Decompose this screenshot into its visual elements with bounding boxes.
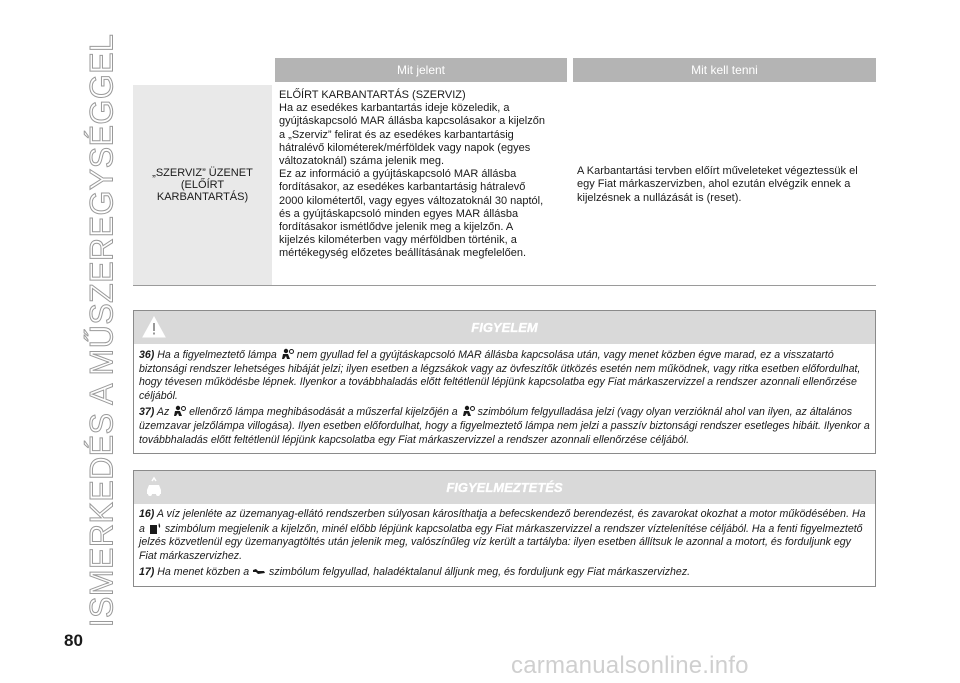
- item-text: A víz jelenléte az üzemanyag-ellátó rendszerben súlyosan károsíthatja a befecskendező berendezést, és zavarokat okozhat a motor működésében. Ha a: [139, 508, 866, 535]
- page-number: 80: [64, 631, 83, 650]
- meaning-line: mértékegység előzetes beállításának megfelelően.: [279, 247, 527, 260]
- watermark: carmanualsonline.info: [511, 652, 749, 679]
- action-text: A Karbantartási tervben előírt műveleteket végeztessük el egy Fiat márkaszervizben, ahol ezután elvégzik ennek a kijelzésnek a nullázását is (reset).: [577, 165, 858, 204]
- table-row: [133, 85, 876, 286]
- warning-item: [139, 348, 870, 403]
- caution-item: [139, 508, 870, 563]
- meaning-line: kijelzés kilométerben vagy mérföldben történik, a: [279, 234, 517, 247]
- warning-box: [133, 310, 876, 454]
- table-header-empty: [133, 58, 272, 82]
- meaning-line: Ez az információ a gyújtáskapcsoló MAR állásba: [279, 168, 517, 181]
- meaning-line: fordításakor, az esedékes karbantartásig hátralevő: [279, 181, 526, 194]
- warning-box-title: FIGYELEM: [471, 320, 538, 335]
- warning-item: [139, 405, 870, 447]
- warning-box-body: [134, 344, 875, 453]
- item-text: ellenőrző lámpa meghibásodását a műszerfal kijelzőjén a: [189, 406, 458, 419]
- meaning-line: változatoknál) száma jelenik meg.: [279, 155, 445, 168]
- meaning-line: ELŐÍRT KARBANTARTÁS (SZERVIZ): [279, 89, 466, 101]
- row-label: „SZERVIZ” ÜZENET (ELŐÍRT KARBANTARTÁS): [133, 85, 272, 285]
- item-number: 17): [139, 566, 155, 579]
- meaning-line: 2000 kilométertől, vagy egyes változatoknál 30 naptól,: [279, 194, 544, 207]
- oil-pressure-icon: [252, 565, 266, 577]
- item-number: 36): [139, 349, 155, 361]
- section-side-title: [78, 33, 126, 627]
- item-text: Ha menet közben a: [157, 566, 250, 579]
- car-caution-icon: [142, 475, 166, 499]
- warning-box-header: [134, 311, 875, 344]
- row-action: [573, 85, 876, 285]
- item-text: nem gyullad fel a gyújtáskapcsoló MAR állásba kapcsolása után, vagy menet közben égve marad, ez a visszatartó biztonsági rendszer lehetséges hibáját jelzi; ilyen esetben a légzsákok vagy az övfeszítők ütközés esetén nem működnek, vagy ritka esetben előfordulhat, hogy tévesen működésbe lépnek. Ilyenkor a továbbhaladás előtt feltétlenül lépjünk kapcsolatba egy Fiat márkaszervizzel a rendszer azonnali ellenőrzése céljából.: [139, 349, 861, 402]
- caution-box-header: [134, 471, 875, 504]
- warning-triangle-icon: [142, 315, 166, 339]
- table-header-action: Mit kell tenni: [573, 58, 876, 82]
- service-message-table: [133, 58, 876, 286]
- item-text: szimbólum felgyulladása jelzi (vagy olyan verzióknál ahol van ilyen, az általános üzemzavar jelzőlámpa villogása). Ilyen esetben előfordulhat, hogy a figyelmeztető lámpa nem jelzi a passzív biztonsági rendszer esetleges hibáit. Ilyenkor a továbbhaladás előtt feltétlenül lépjünk kapcsolatba egy Fiat márkaszervizzel a rendszer azonnali ellenőrzése céljából.: [139, 406, 870, 446]
- meaning-line: gyújtáskapcsoló MAR állásba kapcsolásakor a kijelzőn: [279, 115, 545, 128]
- section-title-text: ISMERKEDÉS A MŰSZEREGYSÉGGEL: [83, 33, 120, 627]
- caution-box-body: [134, 504, 875, 586]
- airbag-warning-icon: [172, 405, 186, 417]
- caution-box: [133, 470, 876, 587]
- caution-box-title: FIGYELMEZTETÉS: [446, 480, 563, 495]
- row-meaning: [275, 85, 567, 285]
- airbag-warning-icon: [280, 348, 294, 360]
- item-number: 37): [139, 406, 155, 419]
- meaning-line: a „Szerviz” felirat és az esedékes karbantartásig: [279, 128, 514, 141]
- water-in-fuel-icon: [148, 522, 162, 534]
- table-header-row: [133, 58, 876, 82]
- item-text: szimbólum megjelenik a kijelzőn, minél előbb lépjünk kapcsolatba egy Fiat márkaszervizzel a rendszer víztelenítése céljából. Ha a fenti figyelmeztető jelzés közvetlenül egy üzemanyagtöltés után jelenik meg, valószínűleg víz került a tartályba: ilyen esetben állítsuk le azonnal a motort, és forduljunk egy Fiat márkaszervizhez.: [139, 522, 863, 562]
- meaning-line: Ha az esedékes karbantartás ideje közeledik, a: [279, 102, 510, 115]
- table-header-meaning: Mit jelent: [275, 58, 567, 82]
- item-text: Az: [156, 406, 170, 419]
- meaning-line: és a gyújtáskapcsoló minden egyes MAR állásba: [279, 207, 519, 220]
- item-number: 16): [139, 508, 155, 520]
- airbag-warning-icon: [461, 405, 475, 417]
- item-text: szimbólum felgyullad, haladéktalanul álljunk meg, és forduljunk egy Fiat márkaszervizhez.: [269, 566, 691, 579]
- item-text: Ha a figyelmeztető lámpa: [157, 349, 277, 361]
- meaning-line: fordításakor ismétlődve jelenik meg a kijelzőn. A: [279, 221, 514, 234]
- caution-item: [139, 565, 870, 580]
- meaning-line: hátralévő kilométerek/mérföldek vagy napok (egyes: [279, 141, 531, 154]
